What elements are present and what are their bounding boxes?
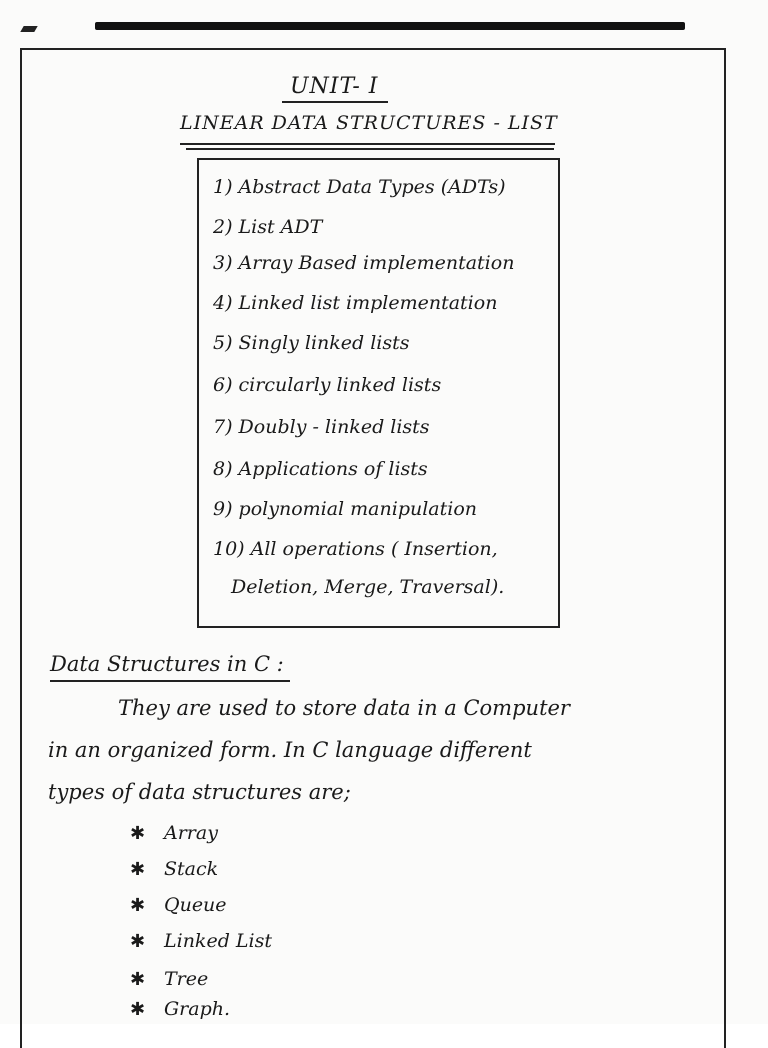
- star-bullet-icon: ✱: [130, 999, 146, 1020]
- paragraph-line: types of data structures are;: [48, 780, 351, 804]
- star-bullet-icon: ✱: [130, 895, 146, 916]
- page-top-edge: [95, 22, 685, 30]
- paragraph-line: They are used to store data in a Computer: [118, 696, 570, 720]
- list-item-label: Graph.: [164, 998, 231, 1020]
- toc-item: 8) Applications of lists: [213, 458, 428, 480]
- toc-item: 10) All operations ( Insertion,: [213, 538, 498, 560]
- toc-item: 1) Abstract Data Types (ADTs): [213, 176, 506, 198]
- star-bullet-icon: ✱: [130, 823, 146, 844]
- star-bullet-icon: ✱: [130, 859, 146, 880]
- list-item-label: Queue: [164, 894, 227, 916]
- list-item: [130, 858, 218, 880]
- list-item-label: Linked List: [164, 930, 272, 952]
- chapter-underline-second: [186, 148, 554, 150]
- list-item-label: Array: [164, 822, 218, 844]
- toc-item: 2) List ADT: [213, 216, 323, 238]
- toc-item: 9) polynomial manipulation: [213, 498, 478, 520]
- toc-item-continued: Deletion, Merge, Traversal).: [231, 576, 505, 598]
- list-item: [130, 930, 272, 952]
- list-item: [130, 894, 227, 916]
- paragraph-line: in an organized form. In C language different: [48, 738, 532, 762]
- section-heading: Data Structures in C :: [50, 652, 284, 676]
- star-bullet-icon: ✱: [130, 931, 146, 952]
- toc-item: 7) Doubly - linked lists: [213, 416, 430, 438]
- unit-title: UNIT- I: [290, 74, 379, 99]
- toc-item: 3) Array Based implementation: [213, 252, 515, 274]
- list-item-label: Tree: [164, 968, 209, 990]
- list-item: [130, 998, 230, 1020]
- toc-item: 6) circularly linked lists: [213, 374, 442, 396]
- toc-item: 4) Linked list implementation: [213, 292, 498, 314]
- list-item-label: Stack: [164, 858, 219, 880]
- list-item: [130, 968, 208, 990]
- chapter-underline: [180, 143, 555, 145]
- star-bullet-icon: ✱: [130, 969, 146, 990]
- corner-mark: [20, 26, 37, 32]
- chapter-title: LINEAR DATA STRUCTURES - LIST: [180, 112, 558, 134]
- topics-box: [197, 158, 560, 628]
- toc-item: 5) Singly linked lists: [213, 332, 410, 354]
- list-item: [130, 822, 218, 844]
